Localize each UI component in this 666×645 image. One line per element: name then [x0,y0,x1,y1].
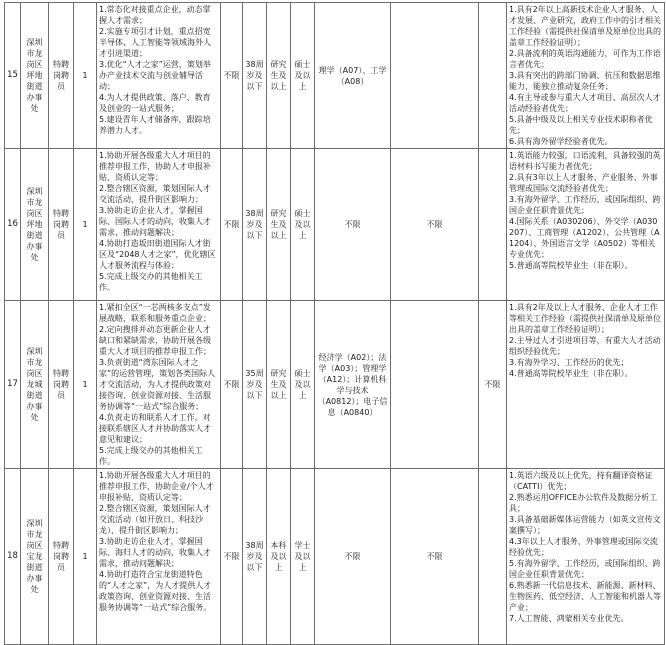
field5-cell: 不限 [221,301,243,469]
requirement-line: 3.具有突出的跨部门协调、抗压和数据思维能力，能独立推动复杂任务； [509,71,661,91]
field11-cell: 不限 [479,301,507,469]
requirement-line: 4.有主导或参与重大人才项目、高层次人才活动经验者优先； [509,93,661,113]
age-cell: 38周岁及以下 [243,3,267,149]
requirement-line: 7.人工智能、鸿蒙相关专业优先。 [509,614,629,623]
duty-line: 4.负责走访和联系人才工作，对接联系辖区人才并协助落实人才意见和建议； [99,413,211,444]
field5-cell: 不限 [221,469,243,645]
requirement-line: 2.具有3年以上人才服务、产业服务、外事管理或国际交流经验者优先； [509,173,658,193]
count-cell: 1 [74,469,97,645]
requirement-line: 1.具有2年以上高新技术企业人才服务、人才发展、产业研究，政府工作中的引才相关工作经验（需提供社保清单及原单位出具的盖章工作经验证明）； [509,5,661,47]
age-cell: 35周岁及以下 [243,301,267,469]
duty-line: 1.常态化对接重点企业，动态掌握人才需求； [99,5,211,25]
requirement-line: 5.普通高等院校毕业生（非在职）。 [509,261,633,270]
duty-line: 5.建设青年人才储备库，跟踪培养潜力人才。 [99,115,211,135]
major-cell: 理学（A07）、工学（A08） [315,3,391,149]
duties-cell [97,149,221,301]
duties-cell [97,469,221,645]
major-cell: 经济学（A02）；法学（A03）；管理学（A12）；计算机科学与技术（A0812）；电子信息（A0840） [315,301,391,469]
field11-cell [479,3,507,149]
row-number: 18 [5,469,21,645]
duties-cell [97,301,221,469]
requirement-line: 2.主导过人才引进项目等，有重大人才活动组织经验优先； [509,336,661,356]
requirement-line: 2.熟悉运用OFFICE办公软件及数据分析工具； [509,493,658,513]
requirement-line: 3.有海外学习、工作经历的优先； [509,358,629,367]
duty-line: 3.负责街道“湾东国际人才之家”的运营管理，策划各类国际人才交流活动，为人才提供政策对接咨询、创业资源对接、生活服务协调等“一站式”综合服务； [99,358,216,411]
degree-cell: 硕士及以上 [291,149,315,301]
duty-line: 2.整合辖区资源，策划国际人才交流活动，提升街区影响力； [99,184,211,204]
major-cell: 不限 [315,469,391,645]
requirements-cell [507,301,665,469]
requirement-line: 6.熟悉新一代信息技术、新能源、新材料、生物医药、低空经济、人工智能和机器人等产业； [509,581,661,612]
field5-cell: 不限 [221,3,243,149]
duty-line: 3.协助走访企业人才，掌握国际、海归人才的动向，收集人才需求，推动问题解决； [99,537,211,568]
position-cell: 特聘岗聘员 [49,149,74,301]
degree-cell: 硕士及以上 [291,3,315,149]
duty-line: 2.定向搜排并动态更新企业人才缺口和紧缺需求，协助开展各级重大人才项目的推荐申报工作； [99,325,211,356]
education-cell: 本科及以上 [267,469,291,645]
field5-cell: 不限 [221,149,243,301]
requirement-line: 6.具有海外留学经验者优先。 [509,137,613,146]
duty-line: 5.完成上级交办的其他相关工作。 [99,446,203,466]
requirement-line: 1.具有2年及以上人才服务、企业人才工作等相关工作经验（需提供社保清单及原单位出具的盖章工作经验证明）； [509,303,661,334]
count-cell: 1 [74,3,97,149]
unit-cell: 深圳市龙岗区宝龙街道办事处 [21,469,49,645]
education-cell: 研究生及以上 [267,3,291,149]
requirements-cell [507,469,665,645]
requirements-cell [507,3,665,149]
age-cell: 38周岁及以下 [243,149,267,301]
field10-cell: 不限 [391,149,479,301]
duty-line: 3.协助走访企业人才，掌握国际、国际人才的动向，收集人才需求，推动问题解决； [99,206,211,237]
duty-line: 5.完成上级交办的其他相关工作。 [99,272,203,292]
count-cell: 1 [74,301,97,469]
table-row [5,149,665,301]
age-cell: 38周岁及以下 [243,469,267,645]
table-row [5,3,665,149]
requirement-line: 1.英语能力较强，口语流利，具备较强的英语材料书写能力者优先； [509,151,661,171]
position-cell: 特聘岗聘员 [49,301,74,469]
requirement-line: 4.国际关系（A030206）、外交学（A030207）、工商管理（A1202）、公共管理（A1204）、外国语言文学（A0502）等相关专业优先； [509,217,660,259]
unit-cell: 深圳市龙岗区坪地街道办事处 [21,149,49,301]
duty-line: 1.协助开展各级重大人才项目的推荐申报工作，协助企业/个人才申报补贴，资质认定等； [99,471,214,502]
duty-line: 2.实施专项引才计划，重点招宽半导体、人工智能等领域海外人才引进渠道； [99,27,211,58]
requirement-line: 2.具备流利的英语沟通能力，可作为工作语言者优先； [509,49,661,69]
field11-cell [479,469,507,645]
requirement-line: 4.3年以上人才服务、外事管理或国际交流经验优先； [509,537,658,557]
field11-cell [479,149,507,301]
table-row [5,301,665,469]
unit-cell: 深圳市龙岗区龙城街道办事处 [21,301,49,469]
duty-line: 1.紧扣全区“一芯两核多支点”发展战略，联系和服务重点企业； [99,303,211,323]
requirement-line: 5.具备中级及以上相关专业技术职称者优先； [509,115,653,135]
requirements-cell [507,149,665,301]
degree-cell: 硕士及以上 [291,301,315,469]
duty-line: 4.协助打造坂田街道国际人才街区及“2048人才之家”，优化辖区人才服务流程与体验； [99,239,216,270]
duty-line: 4.为人才提供政策、落户、教育及创业的一站式服务； [99,93,211,113]
requirement-line: 4.普通高等院校毕业生（非在职）。 [509,369,633,378]
field10-cell: 不限 [391,469,479,645]
duty-line: 1.协助开展各级重大人才项目的推荐申报工作，协助人才申报补贴，资质认定等； [99,151,211,182]
duties-cell [97,3,221,149]
count-cell: 1 [74,149,97,301]
education-cell: 研究生及以上 [267,301,291,469]
table-row [5,469,665,645]
education-cell: 研究生及以上 [267,149,291,301]
position-cell: 特聘岗聘员 [49,469,74,645]
requirement-line: 1.英语六级及以上优先，持有翻译资格证（CATTI）优先； [509,471,653,491]
major-cell: 不限 [315,149,391,301]
field10-cell [391,3,479,149]
field10-cell [391,301,479,469]
recruitment-table [4,2,665,645]
row-number: 16 [5,149,21,301]
requirement-line: 3.有海外留学、工作经历，或国际组织、跨国企业任职背景优先； [509,195,661,215]
position-cell: 特聘岗聘员 [49,3,74,149]
requirement-line: 5.有海外留学、工作经历，或国际组织、跨国企业任职背景优先； [509,559,661,579]
duty-line: 3.优化“人才之家”运营，策划举办产业技术交流与创业辅导活动； [99,60,211,91]
requirement-line: 3.具备基础新媒体运营能力（如英文宣传文案撰写）； [509,515,661,535]
duty-line: 4.协助打造符合宝龙街道特色的“人才之家”，为人才提供人才政策咨询、创业资源对接、生活服务协调等“一站式”综合服务。 [99,570,212,612]
row-number: 15 [5,3,21,149]
unit-cell: 深圳市龙岗区坪地街道办事处 [21,3,49,149]
row-number: 17 [5,301,21,469]
duty-line: 2.整合辖区资源，策划国际人才交流活动（如开放日、科技沙龙），提升街区影响力； [99,504,211,535]
degree-cell: 学士及以上 [291,469,315,645]
